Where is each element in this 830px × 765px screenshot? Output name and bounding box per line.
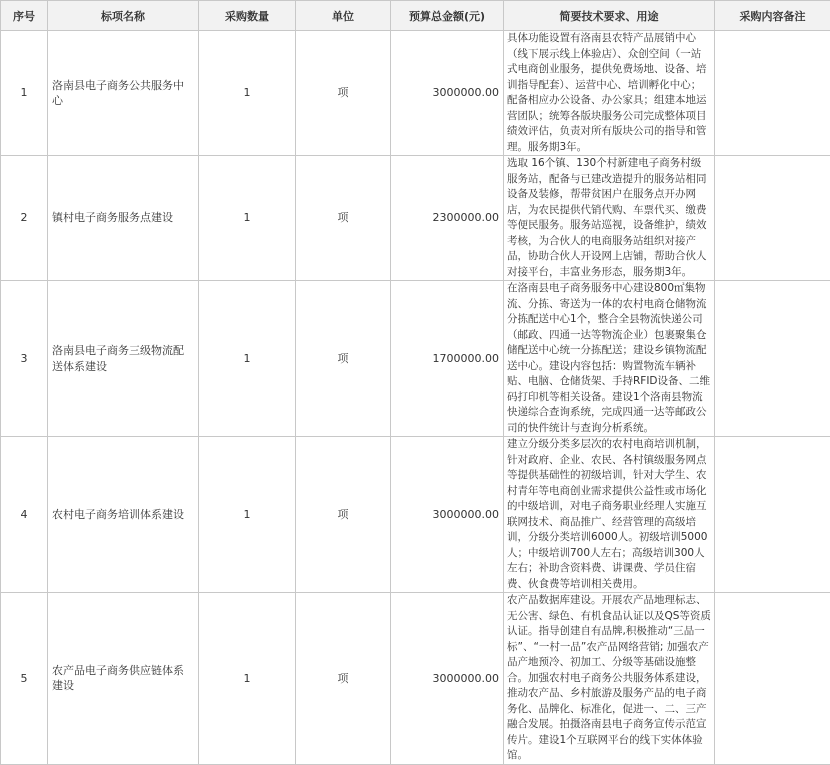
col-header-note: 采购内容备注 — [715, 1, 830, 31]
table-row — [1, 31, 830, 156]
cell-requirements: 农产品数据库建设。开展农产品地理标志、无公害、绿色、有机食品认证以及QS等资质认证。指导创建自有品牌,积极推动“三品一标”、“一村一品”农产品网络营销; 加强农产品产地预冷、初加工、分级等基础设施整合。加强农村电子商务公共服务体系建设，推动农产品、乡村旅游及服务产品的电子商务化、品牌化、标准化，促进一、二、三产融合发展。拍摄洛南县电子商务宣传示范宣传片。建设1个互联网平台的线下实体体验馆。 — [504, 593, 715, 765]
table-row — [1, 156, 830, 281]
cell-requirements: 具体功能设置有洛南县农特产品展销中心（线下展示线上体验店）、众创空间（一站式电商创业服务，提供免费场地、设备、培训指导配套）、运营中心、培训孵化中心；配备相应办公设备、办公家具；组建本地运营团队；统筹各版块服务公司完成整体项目绩效评估，负责对所有版块公司的指导和管理。服务期3年。 — [504, 31, 715, 156]
cell-note — [715, 31, 830, 156]
cell-qty: 1 — [199, 156, 296, 281]
cell-note — [715, 437, 830, 593]
cell-note — [715, 281, 830, 437]
cell-unit: 项 — [296, 593, 391, 765]
cell-no: 5 — [1, 593, 48, 765]
cell-qty: 1 — [199, 31, 296, 156]
col-header-unit: 单位 — [296, 1, 391, 31]
col-header-requirements: 简要技术要求、用途 — [504, 1, 715, 31]
cell-budget: 3000000.00 — [391, 31, 504, 156]
cell-qty: 1 — [199, 437, 296, 593]
col-header-budget: 预算总金额(元) — [391, 1, 504, 31]
cell-no: 2 — [1, 156, 48, 281]
cell-name: 洛南县电子商务公共服务中心 — [48, 31, 199, 156]
table-row — [1, 281, 830, 437]
cell-name: 洛南县电子商务三级物流配送体系建设 — [48, 281, 199, 437]
cell-no: 4 — [1, 437, 48, 593]
cell-qty: 1 — [199, 281, 296, 437]
cell-no: 3 — [1, 281, 48, 437]
cell-budget: 1700000.00 — [391, 281, 504, 437]
table-row — [1, 437, 830, 593]
cell-note — [715, 156, 830, 281]
cell-budget: 3000000.00 — [391, 437, 504, 593]
cell-requirements: 建立分级分类多层次的农村电商培训机制，针对政府、企业、农民、各村镇级服务网点等提供基础性的初级培训，针对大学生、农村青年等电商创业需求提供公益性或市场化的中级培训，对电子商务职业经理人实施互联网技术、商品推广、经营管理的高级培训，分级分类培训6000人。初级培训5000人；中级培训700人左右；高级培训300人左右；补助含资料费、讲课费、学员住宿费、伙食费等培训相关费用。 — [504, 437, 715, 593]
cell-requirements: 在洛南县电子商务服务中心建设800㎡集物流、分拣、寄送为一体的农村电商仓储物流分拣配送中心1个，整合全县物流快递公司（邮政、四通一达等物流企业）包裹聚集仓储配送中心统一分拣配送；建设乡镇物流配送中心。建设内容包括：购置物流车辆补贴、电脑、仓储货架、手持RFID设备、二维码打印机等相关设备。建设1个洛南县物流快递综合查询系统，完成四通一达等邮政公司的快件统计与查询分析系统。 — [504, 281, 715, 437]
cell-name: 农产品电子商务供应链体系建设 — [48, 593, 199, 765]
cell-name: 农村电子商务培训体系建设 — [48, 437, 199, 593]
cell-budget: 2300000.00 — [391, 156, 504, 281]
cell-qty: 1 — [199, 593, 296, 765]
cell-budget: 3000000.00 — [391, 593, 504, 765]
cell-unit: 项 — [296, 437, 391, 593]
cell-note — [715, 593, 830, 765]
cell-no: 1 — [1, 31, 48, 156]
header-row — [1, 1, 830, 31]
cell-unit: 项 — [296, 281, 391, 437]
col-header-qty: 采购数量 — [199, 1, 296, 31]
col-header-name: 标项名称 — [48, 1, 199, 31]
cell-name: 镇村电子商务服务点建设 — [48, 156, 199, 281]
cell-unit: 项 — [296, 156, 391, 281]
col-header-no: 序号 — [1, 1, 48, 31]
cell-requirements: 选取 16个镇、130个村新建电子商务村级服务站，配备与已建改造提升的服务站相同设备及装修，帮带贫困户在服务点开办网店，为农民提供代销代购、车票代买、缴费等便民服务。服务站巡视，设备维护，绩效考核，为合伙人的电商服务站组织对接产品，协助合伙人开设网上店铺，帮助合伙人对接平台，丰富业务形态，服务期3年。 — [504, 156, 715, 281]
cell-unit: 项 — [296, 31, 391, 156]
table-row — [1, 593, 830, 765]
